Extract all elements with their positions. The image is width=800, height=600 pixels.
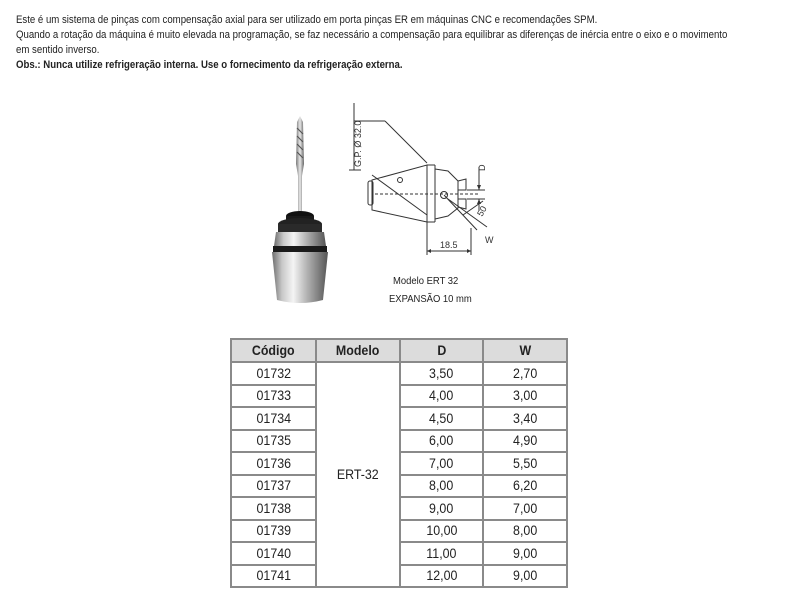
intro-line-1: Este é um sistema de pinças com compensação axial para ser utilizado em porta pinças ER em máquinas CNC e recomendações SPM. bbox=[16, 14, 598, 26]
drill-bit bbox=[296, 116, 304, 214]
intro-line-3: em sentido inverso. bbox=[16, 44, 100, 56]
cell-codigo: 01732 bbox=[231, 362, 316, 385]
cell-codigo: 01735 bbox=[231, 430, 316, 453]
cell-codigo: 01738 bbox=[231, 497, 316, 520]
cell-d: 9,00 bbox=[400, 497, 483, 520]
product-photo bbox=[262, 114, 338, 306]
cell-w: 2,70 bbox=[483, 362, 567, 385]
label-w: W bbox=[485, 235, 494, 245]
model-caption: Modelo ERT 32 bbox=[393, 275, 459, 287]
cell-w: 8,00 bbox=[483, 520, 567, 543]
cell-w: 9,00 bbox=[483, 542, 567, 565]
cell-d: 4,50 bbox=[400, 407, 483, 430]
technical-drawing bbox=[345, 95, 525, 265]
spec-table bbox=[230, 338, 568, 588]
cell-d: 10,00 bbox=[400, 520, 483, 543]
header-codigo: Código bbox=[231, 339, 316, 362]
table-header-row bbox=[231, 339, 567, 362]
cell-d: 6,00 bbox=[400, 430, 483, 453]
header-d: D bbox=[400, 339, 483, 362]
cell-d: 4,00 bbox=[400, 385, 483, 408]
table-row bbox=[231, 362, 567, 385]
cell-codigo: 01739 bbox=[231, 520, 316, 543]
cell-d: 11,00 bbox=[400, 542, 483, 565]
cell-codigo: 01734 bbox=[231, 407, 316, 430]
header-w: W bbox=[483, 339, 567, 362]
intro-line-2: Quando a rotação da máquina é muito elevada na programação, se faz necessário a compensação para equilibrar as diferenças de inércia entre o eixo e o movimento bbox=[16, 29, 728, 41]
label-50: 50 bbox=[475, 204, 489, 218]
cell-d: 3,50 bbox=[400, 362, 483, 385]
holder-body bbox=[272, 252, 328, 303]
label-gp-diameter: G.P. Ø 32.0 bbox=[353, 120, 363, 167]
cell-w: 7,00 bbox=[483, 497, 567, 520]
cell-codigo: 01733 bbox=[231, 385, 316, 408]
cell-w: 4,90 bbox=[483, 430, 567, 453]
collet-nut bbox=[273, 211, 327, 252]
cell-modelo: ERT-32 bbox=[316, 362, 400, 587]
cell-codigo: 01736 bbox=[231, 452, 316, 475]
cell-w: 6,20 bbox=[483, 475, 567, 498]
header-modelo: Modelo bbox=[316, 339, 400, 362]
cell-codigo: 01741 bbox=[231, 565, 316, 588]
intro-text bbox=[16, 13, 790, 73]
expansion-caption: EXPANSÃO 10 mm bbox=[389, 293, 472, 305]
obs-note: Obs.: Nunca utilize refrigeração interna. Use o fornecimento da refrigeração externa. bbox=[16, 59, 403, 71]
cell-d: 7,00 bbox=[400, 452, 483, 475]
cell-d: 12,00 bbox=[400, 565, 483, 588]
cell-w: 3,40 bbox=[483, 407, 567, 430]
cell-w: 3,00 bbox=[483, 385, 567, 408]
cell-codigo: 01740 bbox=[231, 542, 316, 565]
label-18-5: 18.5 bbox=[440, 240, 458, 250]
cell-d: 8,00 bbox=[400, 475, 483, 498]
cell-codigo: 01737 bbox=[231, 475, 316, 498]
label-d: D bbox=[477, 164, 487, 171]
cell-w: 5,50 bbox=[483, 452, 567, 475]
cell-w: 9,00 bbox=[483, 565, 567, 588]
